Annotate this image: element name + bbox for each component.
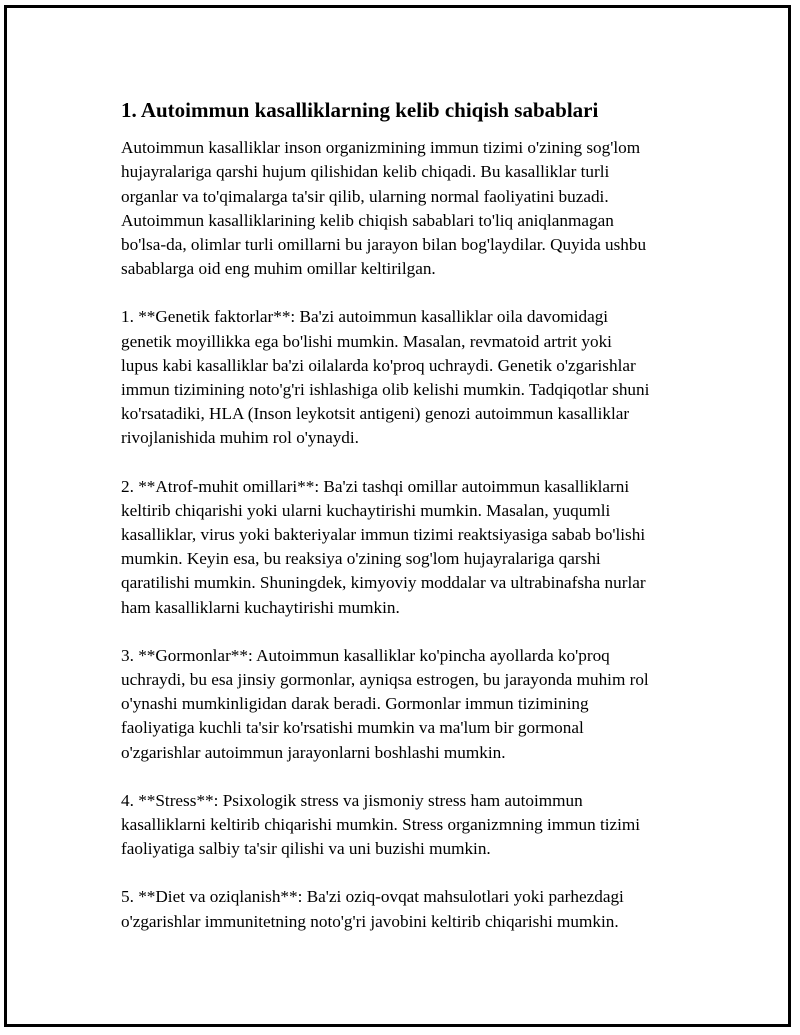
text-line: lupus kabi kasalliklar ba'zi oilalarda ko'proq uchraydi. Genetik o'zgarishlar <box>121 355 636 375</box>
numbered-paragraph <box>121 789 701 862</box>
text-line: organlar va to'qimalarga ta'sir qilib, ularning normal faoliyatini buzadi. <box>121 186 609 206</box>
text-line: uchraydi, bu esa jinsiy gormonlar, ayniqsa estrogen, bu jarayonda muhim rol <box>121 670 649 690</box>
text-line: immun tizimining noto'g'ri ishlashiga olib kelishi mumkin. Tadqiqotlar shuni <box>121 380 650 400</box>
numbered-paragraph <box>121 305 701 450</box>
document-page <box>4 5 791 1027</box>
text-line: 5. **Diet va oziqlanish**: Ba'zi oziq-ovqat mahsulotlari yoki parhezdagi <box>121 887 624 907</box>
text-line: 1. **Genetik faktorlar**: Ba'zi autoimmun kasalliklar oila davomidagi <box>121 307 609 327</box>
text-line: keltirib chiqarishi yoki ularni kuchaytirishi mumkin. Masalan, yuqumli <box>121 500 611 520</box>
text-line: genetik moyillikka ega bo'lishi mumkin. Masalan, revmatoid artrit yoki <box>121 331 612 351</box>
text-line: rivojlanishida muhim rol o'ynaydi. <box>121 428 359 448</box>
text-line: hujayralariga qarshi hujum qilishidan kelib chiqadi. Bu kasalliklar turli <box>121 162 610 182</box>
text-line: qaratilishi mumkin. Shuningdek, kimyoviy moddalar va ultrabinafsha nurlar <box>121 573 646 593</box>
text-line: kasalliklarni keltirib chiqarishi mumkin. Stress organizmning immun tizimi <box>121 815 641 835</box>
text-line: 3. **Gormonlar**: Autoimmun kasalliklar ko'pincha ayollarda ko'proq <box>121 645 610 665</box>
text-line: mumkin. Keyin esa, bu reaksiya o'zining sog'lom hujayralariga qarshi <box>121 549 601 569</box>
paragraph-list <box>121 136 701 934</box>
text-line: kasalliklar, virus yoki bakteriyalar immun tizimi reaktsiyasiga sabab bo'lishi <box>121 525 646 545</box>
section-title: 1. Autoimmun kasalliklarning kelib chiqish sabablari <box>121 98 599 122</box>
document-content <box>121 98 701 958</box>
text-line: bo'lsa-da, olimlar turli omillarni bu jarayon bilan bog'laydilar. Quyida ushbu <box>121 235 647 254</box>
text-line: sabablarga oid eng muhim omillar keltirilgan. <box>121 259 436 279</box>
text-line: o'zgarishlar immunitetning noto'g'ri javobini keltirib chiqarishi mumkin. <box>121 911 619 931</box>
numbered-paragraph <box>121 644 701 765</box>
text-line: ko'rsatadiki, HLA (Inson leykotsit antigeni) genozi autoimmun kasalliklar <box>121 404 630 424</box>
text-line: faoliyatiga kuchli ta'sir ko'rsatishi mumkin va ma'lum bir gormonal <box>121 718 584 738</box>
text-line: faoliyatiga salbiy ta'sir qilishi va uni buzishi mumkin. <box>121 839 491 859</box>
numbered-paragraph <box>121 475 701 620</box>
intro-paragraph <box>121 136 701 281</box>
text-line: ham kasalliklarni kuchaytirishi mumkin. <box>121 597 400 617</box>
text-line: Autoimmun kasalliklar inson organizmining immun tizimi o'zining sog'lom <box>121 138 641 158</box>
numbered-paragraph <box>121 885 701 933</box>
text-line: o'zgarishlar autoimmun jarayonlarni boshlashi mumkin. <box>121 742 506 762</box>
text-line: 4. **Stress**: Psixologik stress va jismoniy stress ham autoimmun <box>121 790 583 810</box>
text-line: o'ynashi mumkinligidan darak beradi. Gormonlar immun tizimining <box>121 694 589 714</box>
text-line: Autoimmun kasalliklarining kelib chiqish sabablari to'liq aniqlanmagan <box>121 210 614 230</box>
text-line: 2. **Atrof-muhit omillari**: Ba'zi tashqi omillar autoimmun kasalliklarni <box>121 476 630 496</box>
